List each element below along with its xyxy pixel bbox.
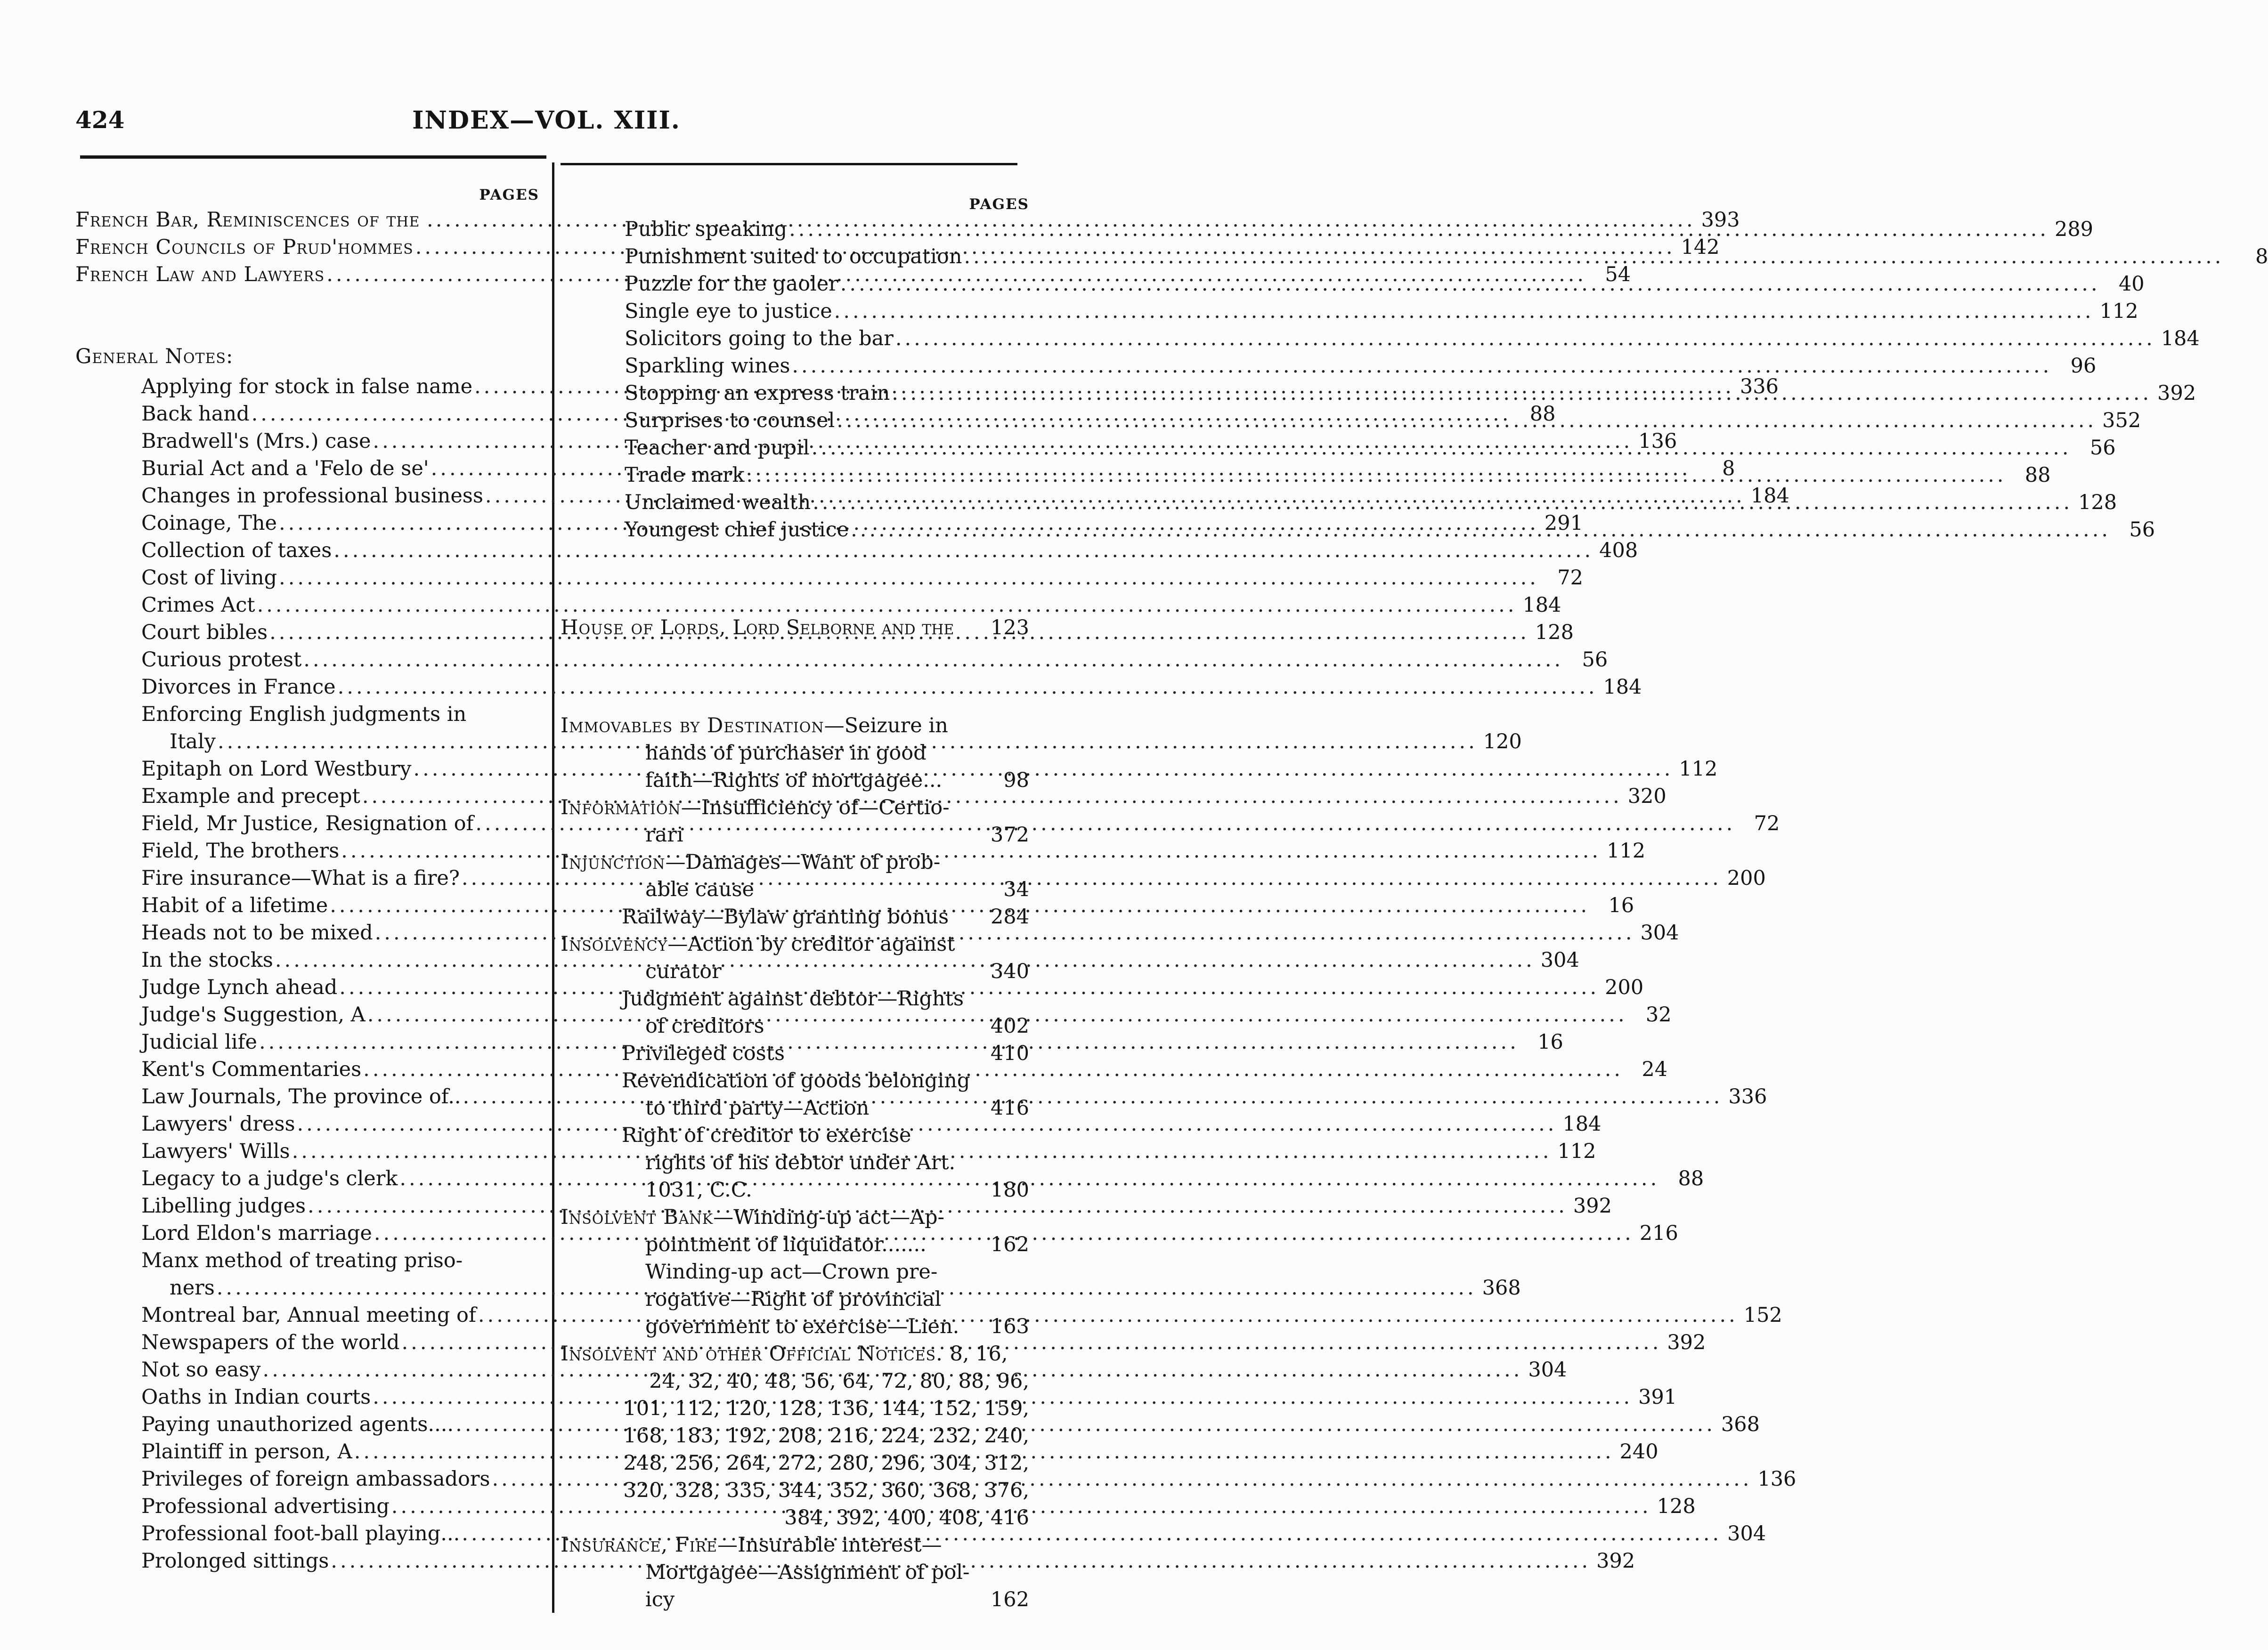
entry-line-text: Judgment against debtor—Rights: [622, 987, 964, 1011]
entry-label: Habit of a lifetime: [141, 894, 328, 917]
general-notes-title: General Notes:: [75, 345, 234, 368]
leader-dots: [832, 298, 2096, 325]
entry-page: 96: [2070, 354, 2097, 378]
entry-line: [561, 958, 1029, 985]
entry-page: 336: [1728, 1085, 1767, 1108]
entry-label: Surprises to counsel: [625, 409, 835, 432]
entry-line: [561, 1204, 1029, 1231]
notices-line-text: 384, 392, 400, 408, 416: [784, 1506, 1029, 1529]
entry-line-text: Winding-up act—Crown pre-: [645, 1260, 938, 1284]
entry-page: 88: [1529, 402, 1556, 426]
entry-label: Coinage, The: [141, 511, 277, 535]
entry-page: 408: [1599, 539, 1638, 562]
entry-label: Puzzle for the gaoler: [625, 272, 838, 296]
entry-page: 8: [1722, 457, 1735, 480]
entry-label: Lord Eldon's marriage: [141, 1221, 372, 1245]
notices-line-text: 24, 32, 40, 48, 56, 64, 72, 80, 88, 96,: [649, 1369, 1029, 1393]
leader-dots: [835, 407, 2098, 434]
notices-line: [561, 1449, 1029, 1477]
notices-line: [561, 1340, 1029, 1367]
entry-label: Judicial life: [141, 1030, 257, 1054]
general-note-entry: [75, 646, 1608, 673]
page-header: [75, 106, 1017, 148]
entry-label: Judge Lynch ahead: [141, 976, 338, 999]
entry-page: 152: [1743, 1303, 1782, 1327]
pages-label: PAGES: [479, 186, 539, 203]
entry-page: 410: [990, 1042, 1029, 1065]
entry-page: 368: [1721, 1413, 1760, 1436]
entry-page: 128: [1535, 621, 1574, 644]
entry-page: 88: [2024, 463, 2051, 487]
general-note-entry: [75, 701, 539, 728]
entry-label: Teacher and pupil: [625, 436, 810, 460]
entry-page: 184: [2161, 327, 2200, 350]
entry-line: [561, 821, 1029, 849]
entry-label: Crimes Act: [141, 593, 255, 617]
entry-page: 291: [1544, 511, 1583, 535]
entry-line: [561, 794, 1029, 821]
entry-label: Privileges of foreign ambassadors: [141, 1467, 490, 1491]
entry-page: 128: [2078, 491, 2117, 514]
entry-line: [561, 1040, 1029, 1067]
notices-line: [561, 1422, 1029, 1449]
entry-page: 289: [2054, 218, 2094, 241]
entry-label: Professional advertising: [141, 1495, 390, 1518]
entry-line-text: icy: [645, 1588, 675, 1611]
entry-page: 352: [2102, 409, 2141, 432]
entry-page: 320: [1627, 785, 1666, 808]
notices-line: [561, 1367, 1029, 1395]
header-rule-right: [561, 163, 1017, 165]
entry-line: [561, 1176, 1029, 1204]
entry-page: 216: [1639, 1221, 1678, 1245]
entry-line: [561, 849, 1029, 876]
entry-label: Collection of taxes: [141, 539, 332, 562]
entry-label: Libelling judges: [141, 1194, 306, 1218]
entry-label: Judge's Suggestion, A: [141, 1003, 366, 1027]
entry-label: Cost of living: [141, 566, 277, 590]
entry-label: Italy: [170, 730, 216, 753]
entry-page: 372: [990, 823, 1029, 847]
entry-label: Back hand: [141, 402, 250, 426]
entry-label: Divorces in France: [141, 675, 336, 699]
entry-page: 336: [1740, 375, 1779, 398]
entry-label: Curious protest: [141, 648, 302, 671]
entry-page: 368: [1482, 1276, 1521, 1300]
entry-label: ners: [170, 1276, 215, 1300]
entry-line: [561, 1531, 1029, 1559]
entry-label: Newspapers of the world: [141, 1331, 400, 1354]
entry-page: 123: [990, 616, 1029, 639]
entry-label: Fire insurance—What is a fire?: [141, 866, 460, 890]
entry-page: 180: [990, 1178, 1029, 1202]
entry-page: 391: [1638, 1385, 1677, 1409]
running-title: INDEX—VOL. XIII.: [412, 106, 681, 135]
entry-page: 56: [2129, 518, 2155, 542]
entry-page: 393: [1701, 208, 1740, 232]
entry-page: 184: [1603, 675, 1642, 699]
entry-page: 54: [1605, 263, 1631, 286]
notices-line: [561, 1504, 1029, 1531]
entry-page: 34: [1003, 878, 1029, 901]
index-entry-house-of-lords: [561, 614, 1029, 641]
general-note-entry: [561, 461, 2051, 489]
entry-line: [561, 1149, 1029, 1176]
entry-page: 162: [990, 1233, 1029, 1256]
entry-heading: Insolvent Bank: [561, 1205, 714, 1229]
entry-line: [561, 1559, 1029, 1586]
entry-line-text: government to exercise—Lien.: [645, 1315, 959, 1338]
entry-page: 136: [1757, 1467, 1797, 1491]
entry-page: 72: [1557, 566, 1583, 590]
entry-label: Single eye to justice: [625, 299, 832, 323]
entry-line-text: rogative—Right of provincial: [645, 1287, 942, 1311]
entry-line-text: rights of his debtor under Art.: [645, 1151, 956, 1174]
entry-line-text: pointment of liquidator.......: [645, 1233, 927, 1256]
entry-line-text: hands of purchaser in good: [645, 741, 927, 765]
entry-page: 340: [990, 960, 1029, 983]
leader-dots: [890, 380, 2154, 407]
entry-line: [561, 985, 1029, 1012]
entry-page: 184: [1522, 593, 1561, 617]
entry-heading: Insurance, Fire: [561, 1533, 717, 1557]
entry-line: [561, 739, 1029, 767]
entry-label: Punishment suited to occupation: [625, 245, 962, 268]
notices-line: [561, 1477, 1029, 1504]
leader-dots: [838, 270, 2102, 298]
entry-page: 402: [990, 1014, 1029, 1038]
entry-label: Changes in professional business: [141, 484, 483, 508]
entry-line-text: Railway—Bylaw granting bonus: [622, 905, 949, 929]
entry-line-text: Right of creditor to exercise: [622, 1124, 911, 1147]
entry-page: 304: [1727, 1522, 1766, 1545]
entry-line-text: Injunction—Damages—Want of prob-: [561, 850, 941, 874]
entry-line-text: Information—Insufficiency of—Certio-: [561, 796, 950, 819]
entry-label: In the stocks: [141, 948, 273, 972]
general-note-entry: [75, 673, 1642, 701]
entry-line-text: faith—Rights of mortgagee...: [645, 768, 943, 792]
entry-page: 112: [1679, 757, 1718, 781]
entry-page: 392: [1667, 1331, 1706, 1354]
entry-label: Lawyers' dress: [141, 1112, 295, 1136]
entry-label: Example and precept: [141, 785, 360, 808]
entry-page: 200: [1605, 976, 1644, 999]
entry-heading: Immovables by Destination: [561, 714, 824, 737]
general-note-entry: [75, 564, 1583, 591]
entry-page: 112: [1607, 839, 1646, 863]
entry-label: Legacy to a judge's clerk: [141, 1167, 398, 1190]
entry-label: Public speaking: [625, 218, 788, 241]
entry-line: [561, 1313, 1029, 1340]
leader-dots: [787, 216, 2051, 243]
leader-dots: [962, 243, 2226, 270]
entry-heading: Injunction: [561, 850, 666, 874]
entry-page: 392: [1596, 1549, 1635, 1573]
leader-dots: [790, 352, 2054, 380]
entry-line-text: 1031, C.C.: [645, 1178, 752, 1202]
general-note-entry: [75, 1247, 539, 1274]
notices-line-text: 320, 328, 335, 344, 352, 360, 368, 376,: [623, 1479, 1029, 1502]
entry-label: Montreal bar, Annual meeting of: [141, 1303, 476, 1327]
entry-label: Oaths in Indian courts: [141, 1385, 371, 1409]
entry-line: [561, 1094, 1029, 1122]
entry-line: [561, 903, 1029, 930]
entry-line: [561, 1258, 1029, 1286]
entry-page: 8: [2255, 245, 2268, 268]
entry-page: 162: [990, 1588, 1029, 1611]
general-note-entry: [561, 325, 2200, 352]
entry-label: Prolonged sittings: [141, 1549, 329, 1573]
entry-label: Heads not to be mixed: [141, 921, 373, 945]
entry-page: 392: [2157, 381, 2196, 405]
entry-text: Lord Selborne and the: [732, 616, 954, 639]
entry-line: [561, 876, 1029, 903]
entry-line: [561, 930, 1029, 958]
entry-line-text: able cause: [645, 878, 754, 901]
entry-line-text: Revendication of goods belonging: [622, 1069, 970, 1092]
entry-page: 16: [1608, 894, 1634, 917]
entry-page: 304: [1528, 1358, 1567, 1382]
entry-heading: Insolvent and other Official Notices.: [561, 1342, 950, 1366]
entry-line: [561, 1231, 1029, 1258]
entry-page: 112: [2099, 299, 2138, 323]
entry-page: 163: [990, 1315, 1029, 1338]
entry-page: 392: [1573, 1194, 1612, 1218]
entry-label: Kent's Commentaries: [141, 1058, 362, 1081]
entry-line-text: to third party—Action: [645, 1096, 870, 1120]
entry-page: 184: [1562, 1112, 1601, 1136]
entry-page: 98: [1003, 768, 1029, 792]
entry-line-text: Mortgagee—Assignment of pol-: [645, 1561, 970, 1584]
entry-line-text: Privileged costs: [622, 1042, 785, 1065]
entry-label: French Councils of Prud'hommes: [75, 235, 414, 259]
entry-label: Lawyers' Wills: [141, 1140, 290, 1163]
entry-page: 88: [1678, 1167, 1704, 1190]
general-note-entry: [75, 591, 1561, 619]
entry-label: Court bibles: [141, 621, 268, 644]
entry-heading: Insolvency: [561, 932, 668, 956]
entry-line-text: Immovables by Destination—Seizure in: [561, 714, 948, 737]
entry-label: Burial Act and a 'Felo de se': [141, 457, 429, 480]
entry-page: 304: [1540, 948, 1579, 972]
entry-page: 416: [990, 1096, 1029, 1120]
entry-heading: Information: [561, 796, 681, 819]
leader-dots: [810, 434, 2073, 461]
entry-line-text: curator: [645, 960, 722, 983]
entry-line-text: Insolvency—Action by creditor against: [561, 932, 955, 956]
header-rule-left: [80, 155, 546, 159]
entry-label: Paying unauthorized agents....: [141, 1413, 454, 1436]
entry-line: [561, 1122, 1029, 1149]
entry-label: Professional foot-ball playing...: [141, 1522, 460, 1545]
entry-page: 24: [1642, 1058, 1668, 1081]
general-note-entry: [75, 537, 1638, 564]
entry-page: 128: [1657, 1495, 1696, 1518]
notices-line-text: 248, 256, 264, 272, 280, 296, 304, 312,: [623, 1451, 1029, 1475]
entry-page: 304: [1640, 921, 1679, 945]
entry-label: Applying for stock in false name: [141, 375, 473, 398]
entry-label: Youngest chief justice: [625, 518, 849, 542]
entry-label: Enforcing English judgments in: [141, 703, 467, 726]
entry-label: Law Journals, The province of..: [141, 1085, 461, 1108]
entry-line: [561, 1286, 1029, 1313]
entry-label: Stopping an express train: [625, 381, 890, 405]
entry-page: 142: [1681, 235, 1720, 259]
entry-label: French Law and Lawyers: [75, 263, 325, 286]
entry-label: Epitaph on Lord Westbury: [141, 757, 412, 781]
general-note-entry: [561, 352, 2097, 380]
page-number: 424: [75, 106, 125, 134]
entry-label: Not so easy: [141, 1358, 261, 1382]
pages-label-right: PAGES: [969, 196, 1029, 213]
notices-line-text: Insolvent and other Official Notices. 8, 16,: [561, 1342, 1008, 1366]
leader-dots: [849, 516, 2113, 543]
notices-line: [561, 1395, 1029, 1422]
entry-line-text: Insurance, Fire—Insurable interest—: [561, 1533, 942, 1557]
entry-page: 56: [2089, 436, 2116, 460]
leader-dots: [811, 489, 2074, 516]
entry-page: 56: [1582, 648, 1608, 671]
right-complex-entries: [561, 712, 1029, 1613]
entry-page: 200: [1727, 866, 1766, 890]
entry-heading: House of Lords,: [561, 616, 726, 639]
entry-label: Field, Mr Justice, Resignation of: [141, 812, 474, 835]
entry-line-text: rari: [645, 823, 683, 847]
leader-dots: [745, 461, 2008, 489]
entry-line: [561, 1012, 1029, 1040]
leader-dots: [894, 325, 2157, 352]
entry-page: 32: [1645, 1003, 1672, 1027]
entry-label: Manx method of treating priso-: [141, 1249, 463, 1272]
entry-page: 40: [2118, 272, 2145, 296]
entry-line-text: Insolvent Bank—Winding-up act—Ap-: [561, 1205, 945, 1229]
notices-line-text: 168, 183, 192, 208, 216, 224, 232, 240,: [623, 1424, 1029, 1448]
notices-line-text: 101, 112, 120, 128, 136, 144, 152, 159,: [623, 1397, 1029, 1420]
entry-label: Bradwell's (Mrs.) case: [141, 429, 371, 453]
entry-label: French Bar, Reminiscences of the .: [75, 208, 434, 232]
entry-label: Unclaimed wealth: [625, 491, 811, 514]
entry-page: 240: [1619, 1440, 1658, 1464]
entry-page: 16: [1537, 1030, 1563, 1054]
entry-page: 184: [1750, 484, 1789, 508]
entry-page: 112: [1557, 1140, 1596, 1163]
entry-label: Sparkling wines: [625, 354, 790, 378]
entry-label: Plaintiff in person, A: [141, 1440, 352, 1464]
general-note-entry: [561, 298, 2138, 325]
entry-page: 136: [1638, 429, 1677, 453]
entry-line: [561, 1586, 1029, 1613]
entry-label: Solicitors going to the bar: [625, 327, 894, 350]
entry-label: Trade mark: [625, 463, 745, 487]
entry-line: [561, 1067, 1029, 1094]
entry-page: 120: [1483, 730, 1522, 753]
entry-line: [561, 712, 1029, 739]
entry-page: 284: [990, 905, 1029, 929]
entry-line-text: of creditors: [645, 1014, 764, 1038]
entry-label: Field, The brothers: [141, 839, 340, 863]
entry-page: 72: [1754, 812, 1780, 835]
entry-line: [561, 767, 1029, 794]
